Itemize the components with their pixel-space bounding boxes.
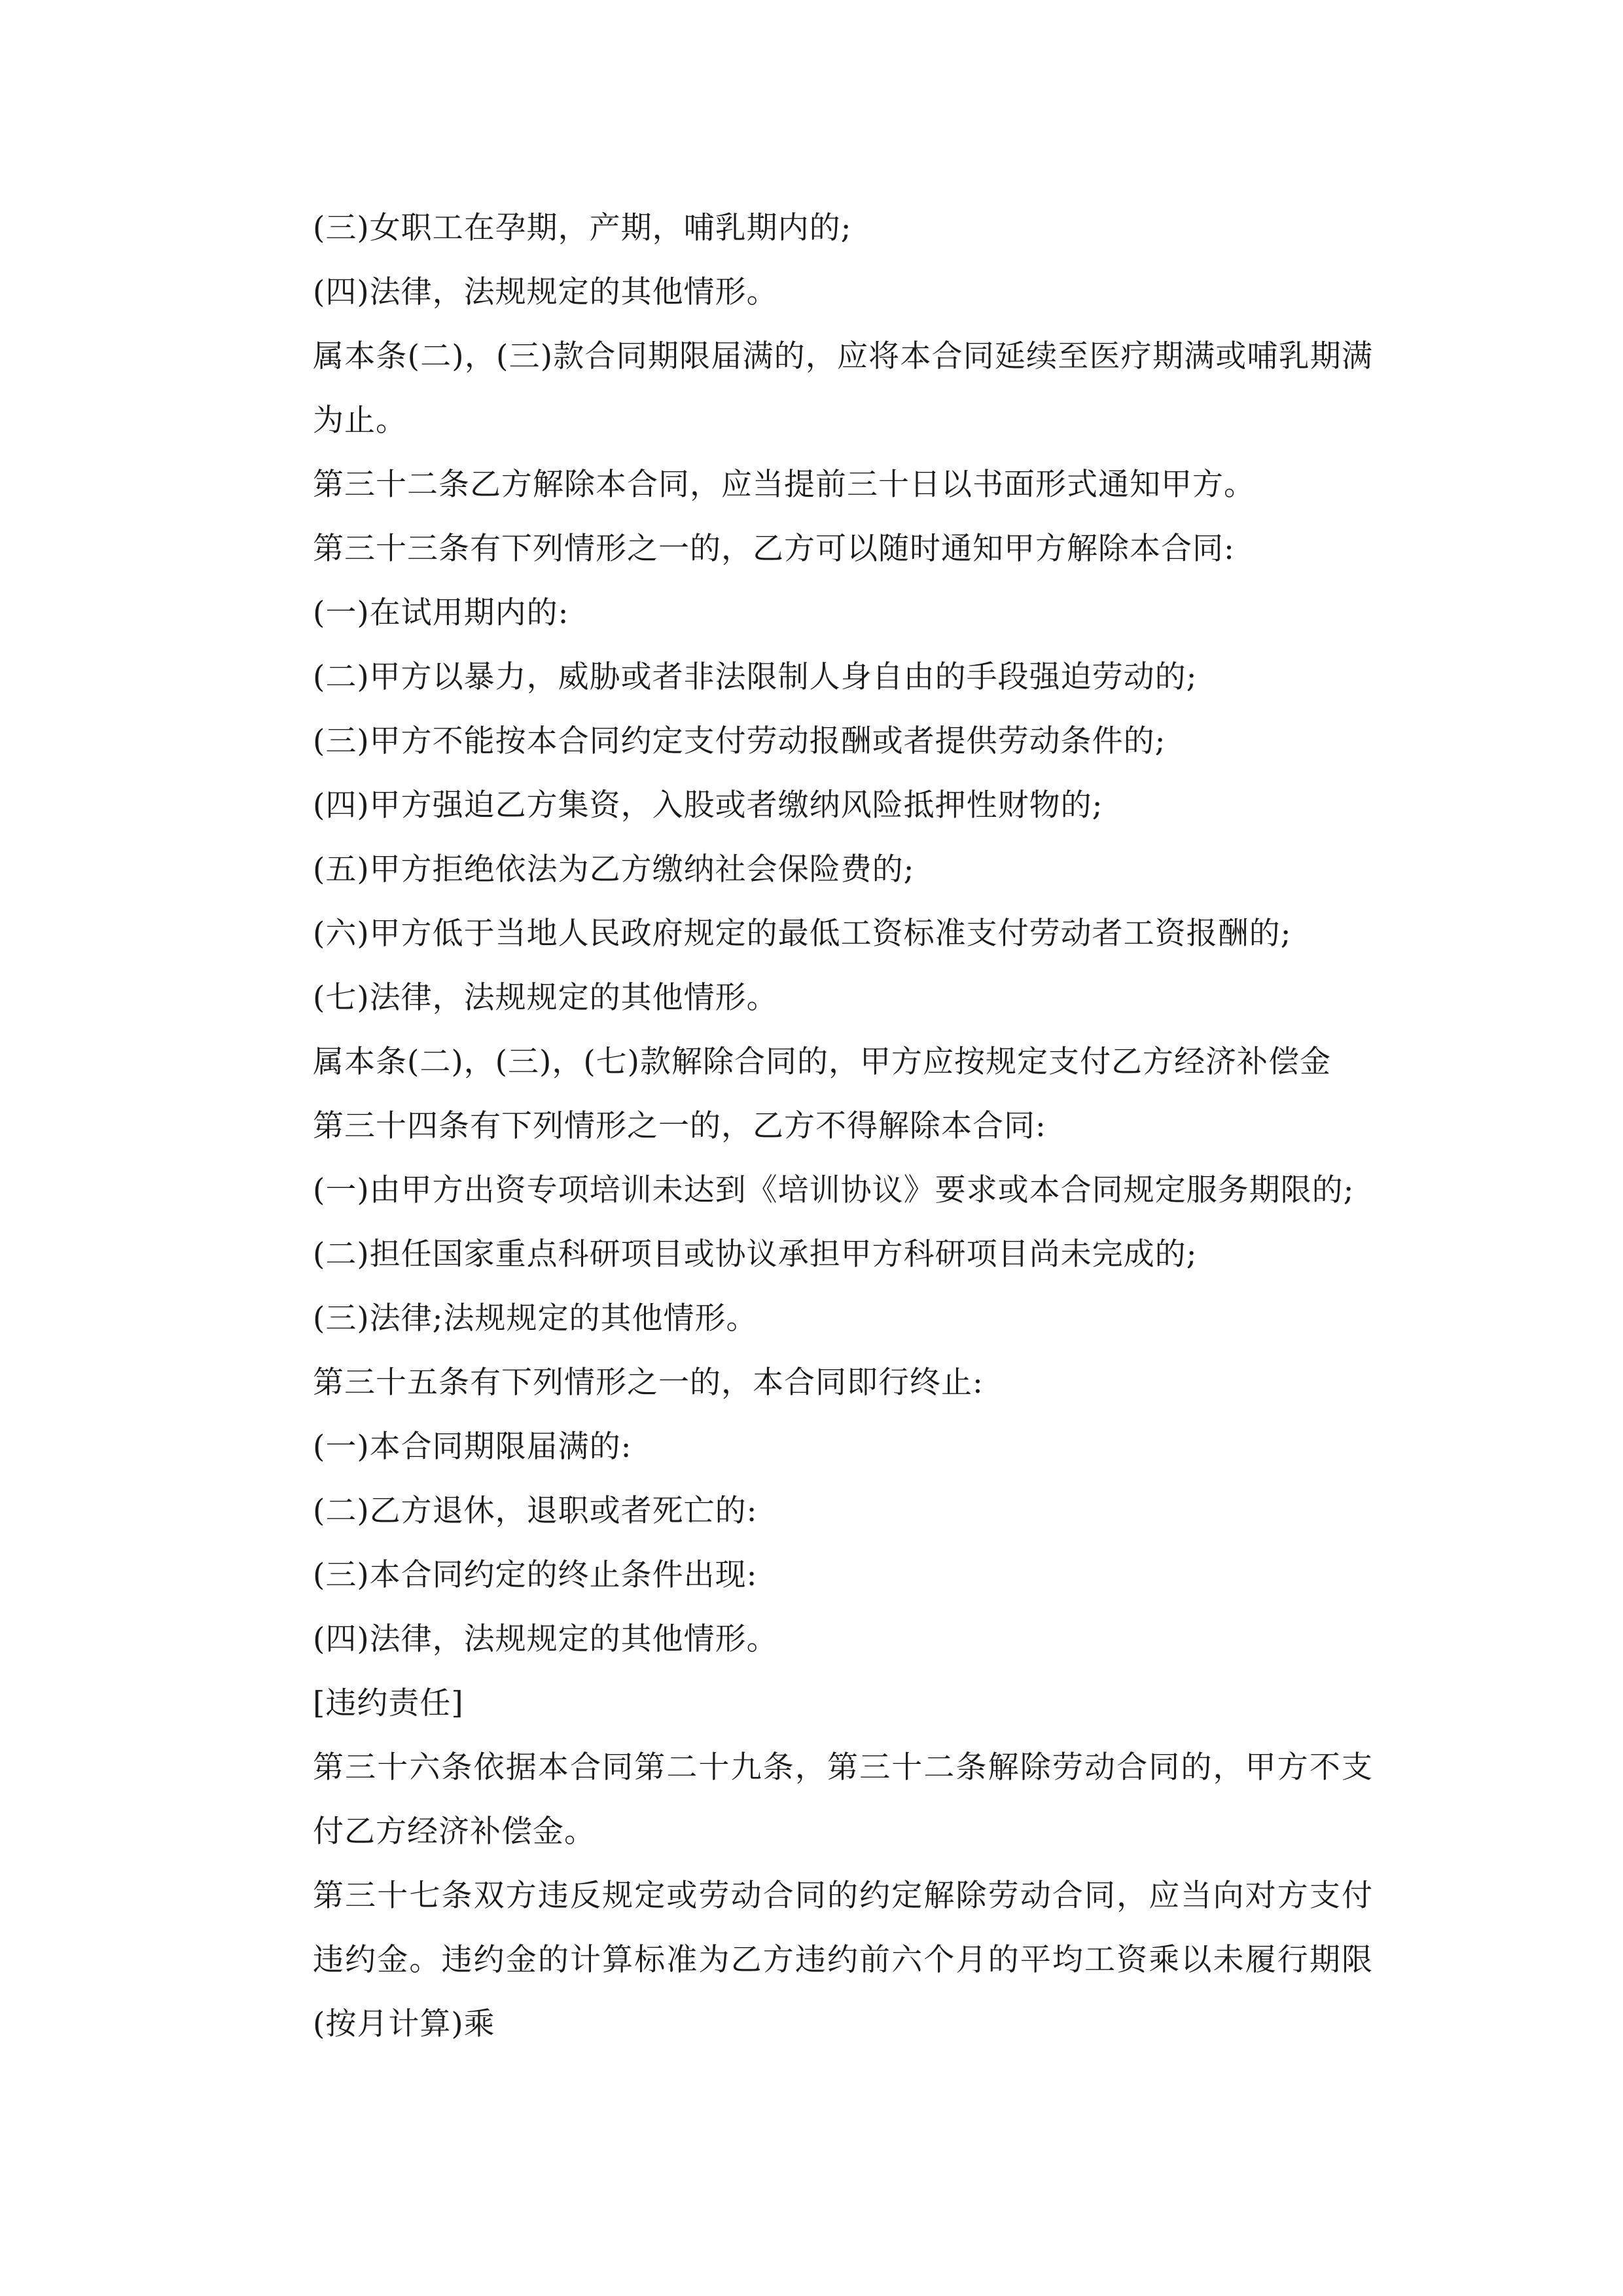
paragraph: (四)法律，法规规定的其他情形。 bbox=[313, 274, 778, 310]
paragraph: 属本条(二)，(三)，(七)款解除合同的，甲方应按规定支付乙方经济补偿金 bbox=[313, 1044, 1332, 1080]
paragraph: (一)本合同期限届满的: bbox=[313, 1429, 632, 1465]
document-body bbox=[313, 196, 1373, 2056]
paragraph: 第三十二条乙方解除本合同，应当提前三十日以书面形式通知甲方。 bbox=[313, 467, 1255, 503]
paragraph: 属本条(二)，(三)款合同期限届满的，应将本合同延续至医疗期满或哺乳期满为止。 bbox=[313, 338, 1373, 439]
paragraph: (三)甲方不能按本合同约定支付劳动报酬或者提供劳动条件的; bbox=[313, 723, 1166, 759]
paragraph: (一)由甲方出资专项培训未达到《培训协议》要求或本合同规定服务期限的; bbox=[313, 1172, 1355, 1208]
paragraph: (三)法律;法规规定的其他情形。 bbox=[313, 1300, 758, 1336]
paragraph: 第三十三条有下列情形之一的，乙方可以随时通知甲方解除本合同: bbox=[313, 531, 1235, 567]
paragraph: (二)担任国家重点科研项目或协议承担甲方科研项目尚未完成的; bbox=[313, 1236, 1198, 1272]
paragraph: (四)法律，法规规定的其他情形。 bbox=[313, 1621, 778, 1657]
paragraph: 第三十五条有下列情形之一的，本合同即行终止: bbox=[313, 1365, 984, 1401]
paragraph: (六)甲方低于当地人民政府规定的最低工资标准支付劳动者工资报酬的; bbox=[313, 916, 1292, 952]
paragraph: (三)本合同约定的终止条件出现: bbox=[313, 1557, 758, 1593]
paragraph: (七)法律，法规规定的其他情形。 bbox=[313, 980, 778, 1016]
paragraph: 第三十七条双方违反规定或劳动合同的约定解除劳动合同，应当向对方支付违约金。违约金的计算标准为乙方违约前六个月的平均工资乘以未履行期限(按月计算)乘 bbox=[313, 1878, 1373, 2042]
paragraph: (三)女职工在孕期，产期，哺乳期内的; bbox=[313, 210, 852, 246]
paragraph: 第三十六条依据本合同第二十九条，第三十二条解除劳动合同的，甲方不支付乙方经济补偿金。 bbox=[313, 1749, 1373, 1850]
paragraph: 第三十四条有下列情形之一的，乙方不得解除本合同: bbox=[313, 1108, 1046, 1144]
paragraph: (一)在试用期内的: bbox=[313, 595, 569, 631]
paragraph: (四)甲方强迫乙方集资，入股或者缴纳风险抵押性财物的; bbox=[313, 787, 1103, 823]
section-heading: [违约责任] bbox=[313, 1685, 464, 1721]
paragraph: (二)甲方以暴力，威胁或者非法限制人身自由的手段强迫劳动的; bbox=[313, 659, 1198, 695]
paragraph: (二)乙方退休，退职或者死亡的: bbox=[313, 1493, 758, 1529]
paragraph: (五)甲方拒绝依法为乙方缴纳社会保险费的; bbox=[313, 852, 915, 888]
